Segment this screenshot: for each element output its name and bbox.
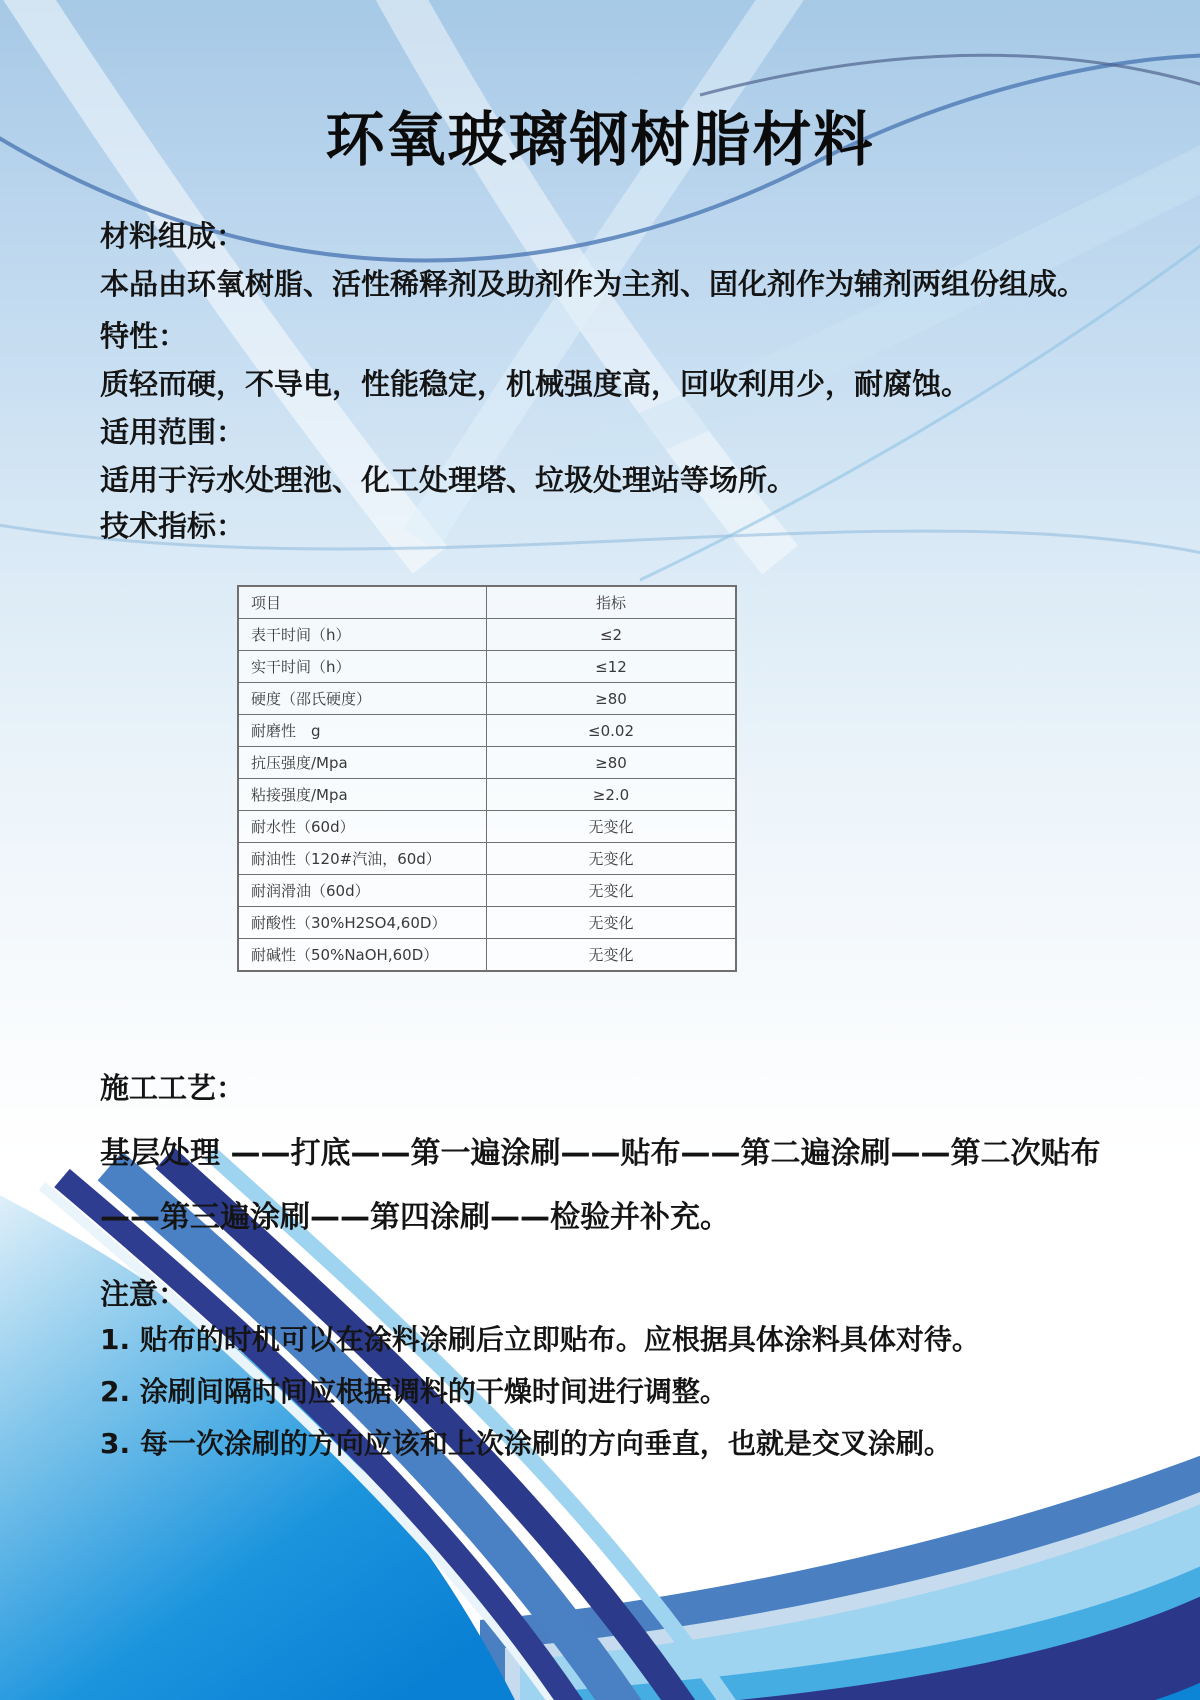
spec-item-cell: 耐磨性 g	[238, 715, 487, 747]
spec-value-cell: ≥80	[487, 683, 737, 715]
section-heading-process: 施工工艺：	[100, 1071, 246, 1105]
process-flow-text: 基层处理 ——打底——第一遍涂刷——贴布——第二遍涂刷——第二次贴布——第三遍涂刷——第四涂刷——检验并补充。	[100, 1136, 1101, 1235]
table-header-row	[238, 586, 736, 619]
spec-item-cell: 耐碱性（50%NaOH,60D）	[238, 939, 487, 972]
spec-item-cell: 粘接强度/Mpa	[238, 779, 487, 811]
spec-item-cell: 耐润滑油（60d）	[238, 875, 487, 907]
table-row	[238, 875, 736, 907]
spec-value-cell: 无变化	[487, 843, 737, 875]
section-body-composition: 本品由环氧树脂、活性稀释剂及助剂作为主剂、固化剂作为辅剂两组份组成。	[100, 267, 1087, 301]
spec-item-cell: 耐油性（120#汽油，60d）	[238, 843, 487, 875]
table-row	[238, 715, 736, 747]
spec-item-cell: 耐酸性（30%H2SO4,60D）	[238, 907, 487, 939]
spec-table-body	[238, 619, 736, 972]
note-item-1: 1. 贴布的时机可以在涂料涂刷后立即贴布。应根据具体涂料具体对待。	[100, 1323, 980, 1356]
spec-value-cell: ≥2.0	[487, 779, 737, 811]
table-row	[238, 619, 736, 651]
table-row	[238, 811, 736, 843]
spec-item-cell: 实干时间（h）	[238, 651, 487, 683]
table-row	[238, 939, 736, 972]
section-heading-composition: 材料组成：	[100, 219, 246, 253]
spec-value-cell: ≤2	[487, 619, 737, 651]
section-heading-properties: 特性：	[100, 319, 188, 353]
spec-value-cell: 无变化	[487, 907, 737, 939]
spec-item-cell: 表干时间（h）	[238, 619, 487, 651]
spec-column-header-value: 指标	[487, 586, 737, 619]
spec-value-cell: ≤12	[487, 651, 737, 683]
table-row	[238, 779, 736, 811]
spec-value-cell: ≥80	[487, 747, 737, 779]
spec-value-cell: 无变化	[487, 811, 737, 843]
spec-value-cell: 无变化	[487, 875, 737, 907]
table-row	[238, 907, 736, 939]
spec-column-header-item: 项目	[238, 586, 487, 619]
spec-value-cell: ≤0.02	[487, 715, 737, 747]
table-row	[238, 683, 736, 715]
section-body-properties: 质轻而硬，不导电，性能稳定，机械强度高，回收利用少，耐腐蚀。	[100, 367, 971, 401]
note-item-2: 2. 涂刷间隔时间应根据调料的干燥时间进行调整。	[100, 1375, 728, 1408]
table-row	[238, 651, 736, 683]
spec-item-cell: 抗压强度/Mpa	[238, 747, 487, 779]
section-heading-notes: 注意：	[100, 1277, 188, 1311]
table-row	[238, 843, 736, 875]
spec-value-cell: 无变化	[487, 939, 737, 972]
section-heading-specs: 技术指标：	[100, 509, 246, 543]
page-title: 环氧玻璃钢树脂材料	[325, 105, 875, 174]
spec-item-cell: 硬度（邵氏硬度）	[238, 683, 487, 715]
section-body-scope: 适用于污水处理池、化工处理塔、垃圾处理站等场所。	[100, 463, 797, 497]
section-heading-scope: 适用范围：	[100, 415, 246, 449]
spec-item-cell: 耐水性（60d）	[238, 811, 487, 843]
note-item-3: 3. 每一次涂刷的方向应该和上次涂刷的方向垂直，也就是交叉涂刷。	[100, 1427, 952, 1460]
table-row	[238, 747, 736, 779]
spec-table	[237, 585, 737, 972]
